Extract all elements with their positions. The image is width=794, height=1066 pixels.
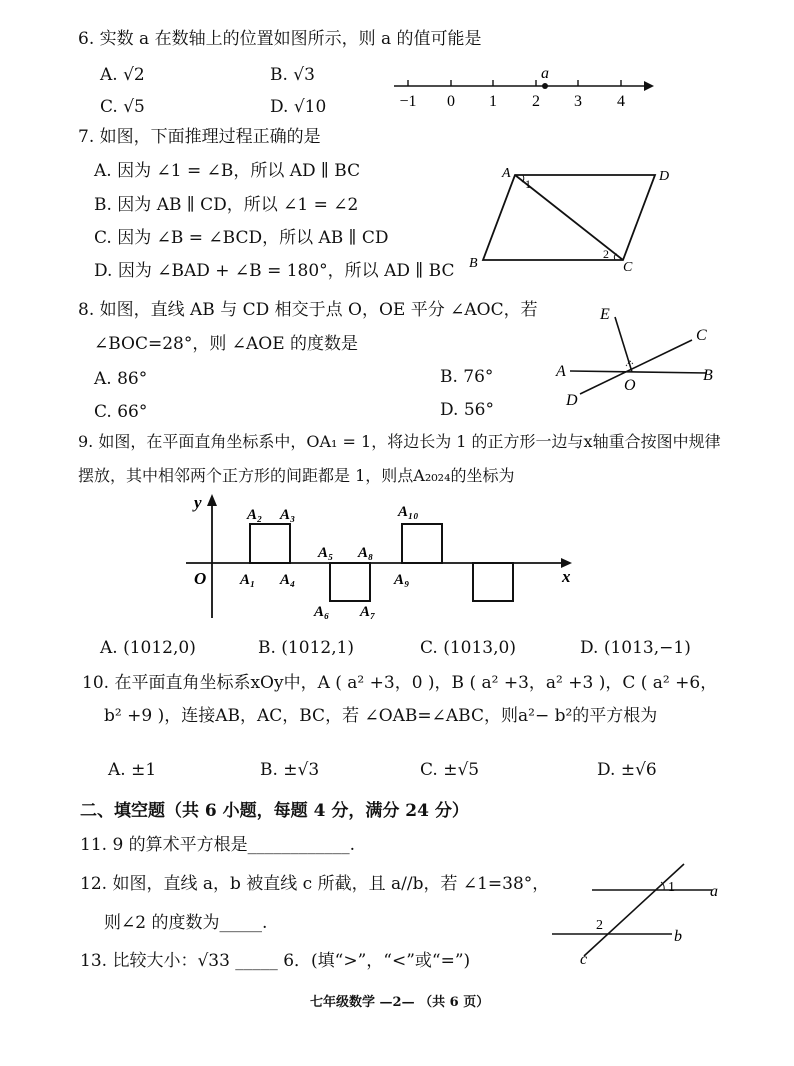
label-d: D	[566, 392, 578, 409]
q10-stem-line1: 10. 在平面直角坐标系xOy中，A ( a² +3，0 )，B ( a² +3，a² +3 )，C ( a² +6，	[82, 673, 718, 693]
q8-option-d: D. 56°	[440, 400, 494, 420]
tick-label: 2	[532, 93, 540, 110]
q8-intersecting-lines-figure	[552, 298, 732, 413]
q10-option-b: B. ±√3	[260, 760, 320, 780]
point-a9-label: A₉	[394, 572, 410, 588]
q10-option-c: C. ±√5	[420, 760, 480, 780]
q9-stem-line1: 9. 如图，在平面直角坐标系中，OA₁ = 1，将边长为 1 的正方形一边与x轴重合按图中规律	[78, 432, 721, 451]
q8-option-c: C. 66°	[94, 402, 148, 422]
angle-1-label: 1	[525, 177, 531, 191]
label-b: B	[469, 256, 478, 271]
angle-2-label: 2	[603, 247, 609, 261]
q9-option-a: A. (1012,0)	[100, 638, 196, 658]
q8-option-b: B. 76°	[440, 367, 494, 387]
point-a6-label: A₆	[314, 604, 330, 620]
q6-point-label: a	[541, 65, 549, 82]
line-c-label: c	[580, 951, 588, 968]
label-e: E	[600, 306, 610, 323]
q12-parallel-lines-figure	[540, 860, 750, 970]
label-a: A	[556, 363, 566, 380]
x-axis-label: x	[562, 567, 571, 586]
q9-option-c: C. (1013,0)	[420, 638, 516, 658]
point-a3-label: A₃	[280, 507, 296, 523]
point-a4-label: A₄	[280, 572, 296, 588]
section2-title: 二、填空题（共 6 小题，每题 4 分，满分 24 分）	[80, 801, 469, 821]
q6-option-d: D. √10	[270, 97, 327, 117]
q9-coordinate-figure	[180, 488, 590, 628]
q8-stem-line2: ∠BOC=28°，则 ∠AOE 的度数是	[94, 334, 359, 354]
q8-stem-line1: 8. 如图，直线 AB 与 CD 相交于点 O，OE 平分 ∠AOC，若	[78, 300, 538, 320]
q9-option-b: B. (1012,1)	[258, 638, 355, 658]
point-a2-label: A₂	[247, 507, 263, 523]
label-o: O	[624, 377, 636, 394]
point-a10-label: A₁₀	[398, 504, 419, 520]
q12-stem-line1: 12. 如图，直线 a，b 被直线 c 所截，且 a//b，若 ∠1=38°，	[80, 874, 550, 894]
point-a8-label: A₈	[358, 545, 374, 561]
tick-label: −1	[399, 93, 417, 110]
q6-option-b: B. √3	[270, 65, 315, 85]
q9-option-d: D. (1013,−1)	[580, 638, 691, 658]
point-a7-label: A₇	[360, 604, 376, 620]
q9-stem-line2: 摆放，其中相邻两个正方形的间距都是 1，则点A₂₀₂₄的坐标为	[78, 466, 515, 485]
point-a5-label: A₅	[318, 545, 334, 561]
q7-option-b: B. 因为 AB ∥ CD，所以 ∠1 = ∠2	[94, 195, 359, 215]
tick-label: 1	[489, 93, 497, 110]
line-a-label: a	[710, 883, 718, 900]
tick-label: 4	[617, 93, 625, 110]
q7-option-a: A. 因为 ∠1 = ∠B，所以 AD ∥ BC	[94, 161, 361, 181]
angle-2-label: 2	[596, 918, 603, 933]
line-b-label: b	[674, 928, 682, 945]
point-a1-label: A₁	[240, 572, 256, 588]
q7-stem: 7. 如图，下面推理过程正确的是	[78, 127, 321, 147]
q10-option-a: A. ±1	[108, 760, 157, 780]
label-c: C	[623, 260, 633, 275]
tick-label: 0	[447, 93, 455, 110]
q7-parallelogram-figure	[465, 160, 690, 275]
q7-option-c: C. 因为 ∠B = ∠BCD，所以 AB ∥ CD	[94, 228, 389, 248]
label-c: C	[696, 327, 707, 344]
q13-stem: 13. 比较大小：√33 _____ 6．(填“>”，“<”或“=”)	[80, 951, 471, 971]
page-footer: 七年级数学 —2— （共 6 页）	[310, 995, 490, 1010]
q10-option-d: D. ±√6	[597, 760, 657, 780]
q7-option-d: D. 因为 ∠BAD + ∠B = 180°，所以 AD ∥ BC	[94, 261, 455, 281]
q6-point-a	[542, 83, 548, 89]
q8-option-a: A. 86°	[94, 369, 148, 389]
q12-stem-line2: 则∠2 的度数为_____.	[104, 913, 268, 933]
q6-number-line	[392, 62, 662, 112]
q6-option-c: C. √5	[100, 97, 145, 117]
y-axis-label: y	[194, 493, 202, 512]
q10-stem-line2: b² +9 )，连接AB，AC，BC，若 ∠OAB=∠ABC，则a²− b²的平方根为	[104, 706, 658, 726]
label-a: A	[502, 166, 511, 181]
q11-stem: 11. 9 的算术平方根是____________.	[80, 835, 356, 855]
label-b: B	[703, 367, 713, 384]
label-d: D	[659, 169, 670, 184]
angle-1-label: 1	[668, 880, 675, 895]
q6-option-a: A. √2	[100, 65, 145, 85]
tick-label: 3	[574, 93, 582, 110]
q6-stem: 6. 实数 a 在数轴上的位置如图所示，则 a 的值可能是	[78, 29, 482, 49]
origin-label: O	[194, 569, 207, 588]
